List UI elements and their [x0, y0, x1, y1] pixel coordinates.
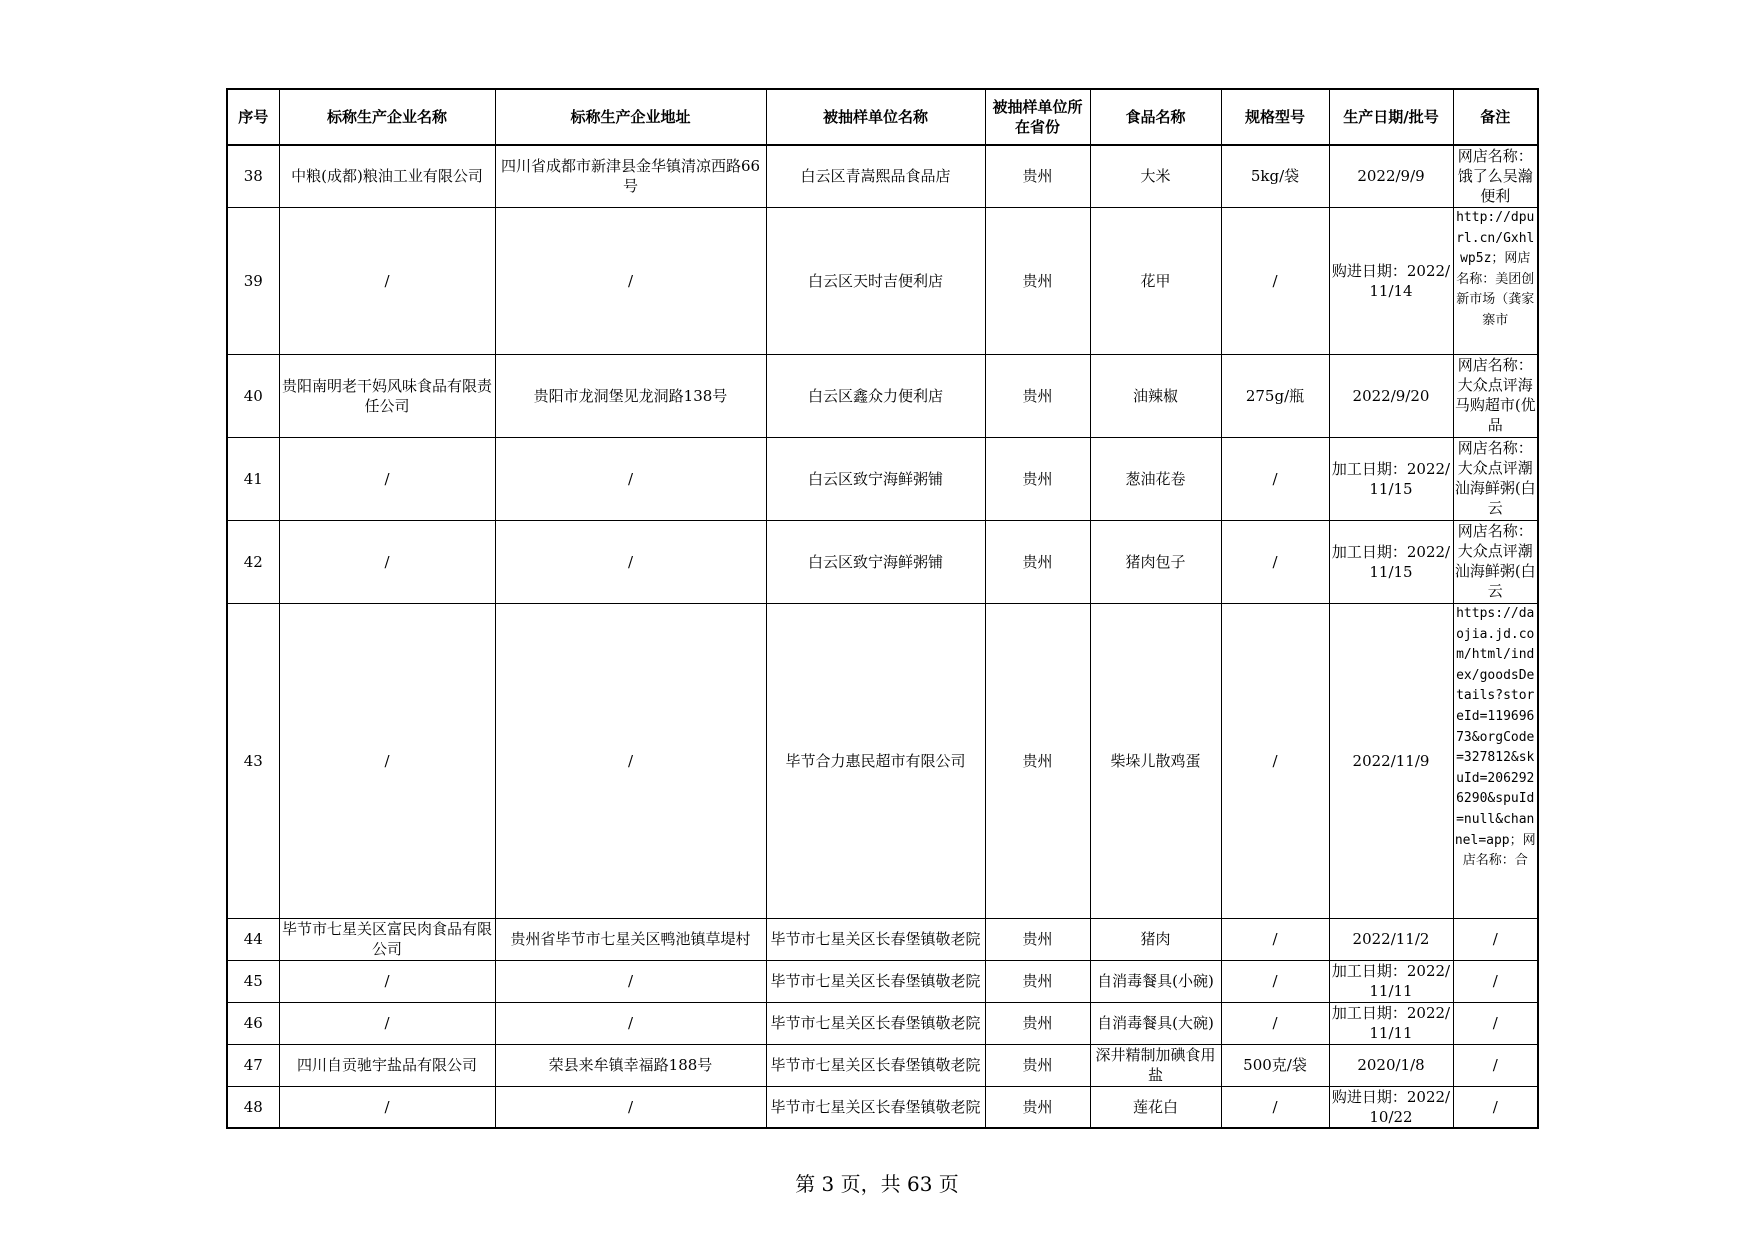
table-row [227, 960, 1538, 1002]
cell-address: / [495, 207, 766, 354]
cell-province: 贵州 [985, 603, 1090, 918]
cell-food: 猪肉包子 [1090, 520, 1221, 603]
cell-address: / [495, 520, 766, 603]
cell-food: 油辣椒 [1090, 354, 1221, 437]
cell-company: 毕节市七星关区富民肉食品有限公司 [279, 918, 495, 960]
cell-address: / [495, 437, 766, 520]
cell-province: 贵州 [985, 354, 1090, 437]
table-row [227, 1044, 1538, 1086]
cell-province: 贵州 [985, 1044, 1090, 1086]
cell-address: / [495, 960, 766, 1002]
cell-address: 贵阳市龙洞堡见龙洞路138号 [495, 354, 766, 437]
header-row [227, 89, 1538, 145]
cell-food: 深井精制加碘食用盐 [1090, 1044, 1221, 1086]
note-text: 网店名称：饿了么吴瀚便利 [1457, 147, 1533, 206]
cell-spec: / [1221, 1002, 1329, 1044]
cell-spec: / [1221, 918, 1329, 960]
cell-food: 大米 [1090, 145, 1221, 207]
cell-company: / [279, 437, 495, 520]
header-spec: 规格型号 [1221, 89, 1329, 145]
cell-no: 48 [227, 1086, 279, 1128]
cell-province: 贵州 [985, 918, 1090, 960]
cell-spec: / [1221, 603, 1329, 918]
header-food: 食品名称 [1090, 89, 1221, 145]
note-text: https://daojia.jd.com/html/index/goodsDetails?storeId=11969673&orgCode=327812&skuId=2062926290&spuId=null&channel=app；网店名称：合 [1454, 606, 1536, 869]
cell-date: 2022/11/2 [1329, 918, 1453, 960]
cell-province: 贵州 [985, 960, 1090, 1002]
cell-no: 39 [227, 207, 279, 354]
cell-address: 四川省成都市新津县金华镇清凉西路66号 [495, 145, 766, 207]
cell-company: / [279, 520, 495, 603]
header-sampled-unit: 被抽样单位名称 [766, 89, 985, 145]
cell-date: 购进日期：2022/10/22 [1329, 1086, 1453, 1128]
table-row [227, 145, 1538, 207]
cell-sampled-unit: 毕节市七星关区长春堡镇敬老院 [766, 1086, 985, 1128]
cell-food: 猪肉 [1090, 918, 1221, 960]
note-text: 网店名称：大众点评潮汕海鲜粥(白云 [1454, 439, 1536, 517]
cell-food: 莲花白 [1090, 1086, 1221, 1128]
cell-food: 自消毒餐具(大碗) [1090, 1002, 1221, 1044]
table-row [227, 1002, 1538, 1044]
cell-date: 2022/9/20 [1329, 354, 1453, 437]
cell-note [1453, 520, 1538, 603]
cell-province: 贵州 [985, 1086, 1090, 1128]
cell-note: / [1453, 918, 1538, 960]
cell-no: 40 [227, 354, 279, 437]
cell-note: / [1453, 1002, 1538, 1044]
cell-sampled-unit: 白云区青嵩熙品食品店 [766, 145, 985, 207]
cell-spec: / [1221, 1086, 1329, 1128]
cell-spec: / [1221, 207, 1329, 354]
cell-no: 45 [227, 960, 279, 1002]
table-row [227, 520, 1538, 603]
cell-spec: 275g/瓶 [1221, 354, 1329, 437]
table-row [227, 918, 1538, 960]
cell-address: 贵州省毕节市七星关区鸭池镇草堤村 [495, 918, 766, 960]
table-row [227, 603, 1538, 918]
cell-no: 42 [227, 520, 279, 603]
header-note: 备注 [1453, 89, 1538, 145]
cell-no: 44 [227, 918, 279, 960]
cell-spec: 500克/袋 [1221, 1044, 1329, 1086]
cell-sampled-unit: 毕节市七星关区长春堡镇敬老院 [766, 918, 985, 960]
cell-spec: / [1221, 520, 1329, 603]
cell-company: 四川自贡驰宇盐品有限公司 [279, 1044, 495, 1086]
cell-note [1453, 437, 1538, 520]
cell-company: 中粮(成都)粮油工业有限公司 [279, 145, 495, 207]
header-address: 标称生产企业地址 [495, 89, 766, 145]
cell-company: / [279, 1086, 495, 1128]
cell-province: 贵州 [985, 520, 1090, 603]
cell-company: / [279, 1002, 495, 1044]
cell-note: / [1453, 960, 1538, 1002]
cell-date: 加工日期：2022/11/15 [1329, 520, 1453, 603]
cell-date: 2020/1/8 [1329, 1044, 1453, 1086]
cell-province: 贵州 [985, 437, 1090, 520]
cell-no: 38 [227, 145, 279, 207]
cell-date: 加工日期：2022/11/15 [1329, 437, 1453, 520]
cell-note [1453, 354, 1538, 437]
cell-no: 41 [227, 437, 279, 520]
cell-no: 47 [227, 1044, 279, 1086]
cell-note [1453, 207, 1538, 354]
cell-address: / [495, 1002, 766, 1044]
cell-sampled-unit: 毕节合力惠民超市有限公司 [766, 603, 985, 918]
cell-sampled-unit: 白云区天时吉便利店 [766, 207, 985, 354]
cell-food: 花甲 [1090, 207, 1221, 354]
cell-sampled-unit: 毕节市七星关区长春堡镇敬老院 [766, 1044, 985, 1086]
cell-sampled-unit: 毕节市七星关区长春堡镇敬老院 [766, 1002, 985, 1044]
table-row [227, 437, 1538, 520]
header-company: 标称生产企业名称 [279, 89, 495, 145]
cell-company: 贵阳南明老干妈风味食品有限责任公司 [279, 354, 495, 437]
header-province: 被抽样单位所在省份 [985, 89, 1090, 145]
table-row [227, 1086, 1538, 1128]
cell-province: 贵州 [985, 145, 1090, 207]
note-text: 网店名称：大众点评潮汕海鲜粥(白云 [1454, 522, 1536, 600]
table-row [227, 207, 1538, 354]
cell-no: 46 [227, 1002, 279, 1044]
cell-food: 葱油花卷 [1090, 437, 1221, 520]
cell-date: 加工日期：2022/11/11 [1329, 960, 1453, 1002]
cell-note [1453, 603, 1538, 918]
note-text: 网店名称：大众点评海马购超市(优品 [1454, 356, 1536, 434]
cell-food: 柴垛儿散鸡蛋 [1090, 603, 1221, 918]
cell-sampled-unit: 白云区致宁海鲜粥铺 [766, 437, 985, 520]
inspection-table [226, 88, 1539, 1129]
cell-address: / [495, 603, 766, 918]
cell-date: 购进日期：2022/11/14 [1329, 207, 1453, 354]
cell-province: 贵州 [985, 1002, 1090, 1044]
page-number: 第 3 页，共 63 页 [795, 1172, 959, 1196]
cell-sampled-unit: 毕节市七星关区长春堡镇敬老院 [766, 960, 985, 1002]
cell-province: 贵州 [985, 207, 1090, 354]
cell-address: 荣县来牟镇幸福路188号 [495, 1044, 766, 1086]
cell-date: 2022/11/9 [1329, 603, 1453, 918]
table-row [227, 354, 1538, 437]
cell-sampled-unit: 白云区致宁海鲜粥铺 [766, 520, 985, 603]
cell-sampled-unit: 白云区鑫众力便利店 [766, 354, 985, 437]
cell-no: 43 [227, 603, 279, 918]
cell-date: 2022/9/9 [1329, 145, 1453, 207]
cell-note [1453, 145, 1538, 207]
cell-note: / [1453, 1086, 1538, 1128]
cell-spec: / [1221, 437, 1329, 520]
cell-company: / [279, 603, 495, 918]
header-date: 生产日期/批号 [1329, 89, 1453, 145]
cell-food: 自消毒餐具(小碗) [1090, 960, 1221, 1002]
cell-address: / [495, 1086, 766, 1128]
cell-date: 加工日期：2022/11/11 [1329, 1002, 1453, 1044]
header-no: 序号 [227, 89, 279, 145]
cell-note: / [1453, 1044, 1538, 1086]
note-text: http://dpurl.cn/Gxhlwp5z；网店名称：美团创新市场（龚家寨市 [1456, 210, 1535, 328]
cell-spec: / [1221, 960, 1329, 1002]
cell-company: / [279, 207, 495, 354]
cell-company: / [279, 960, 495, 1002]
cell-spec: 5kg/袋 [1221, 145, 1329, 207]
